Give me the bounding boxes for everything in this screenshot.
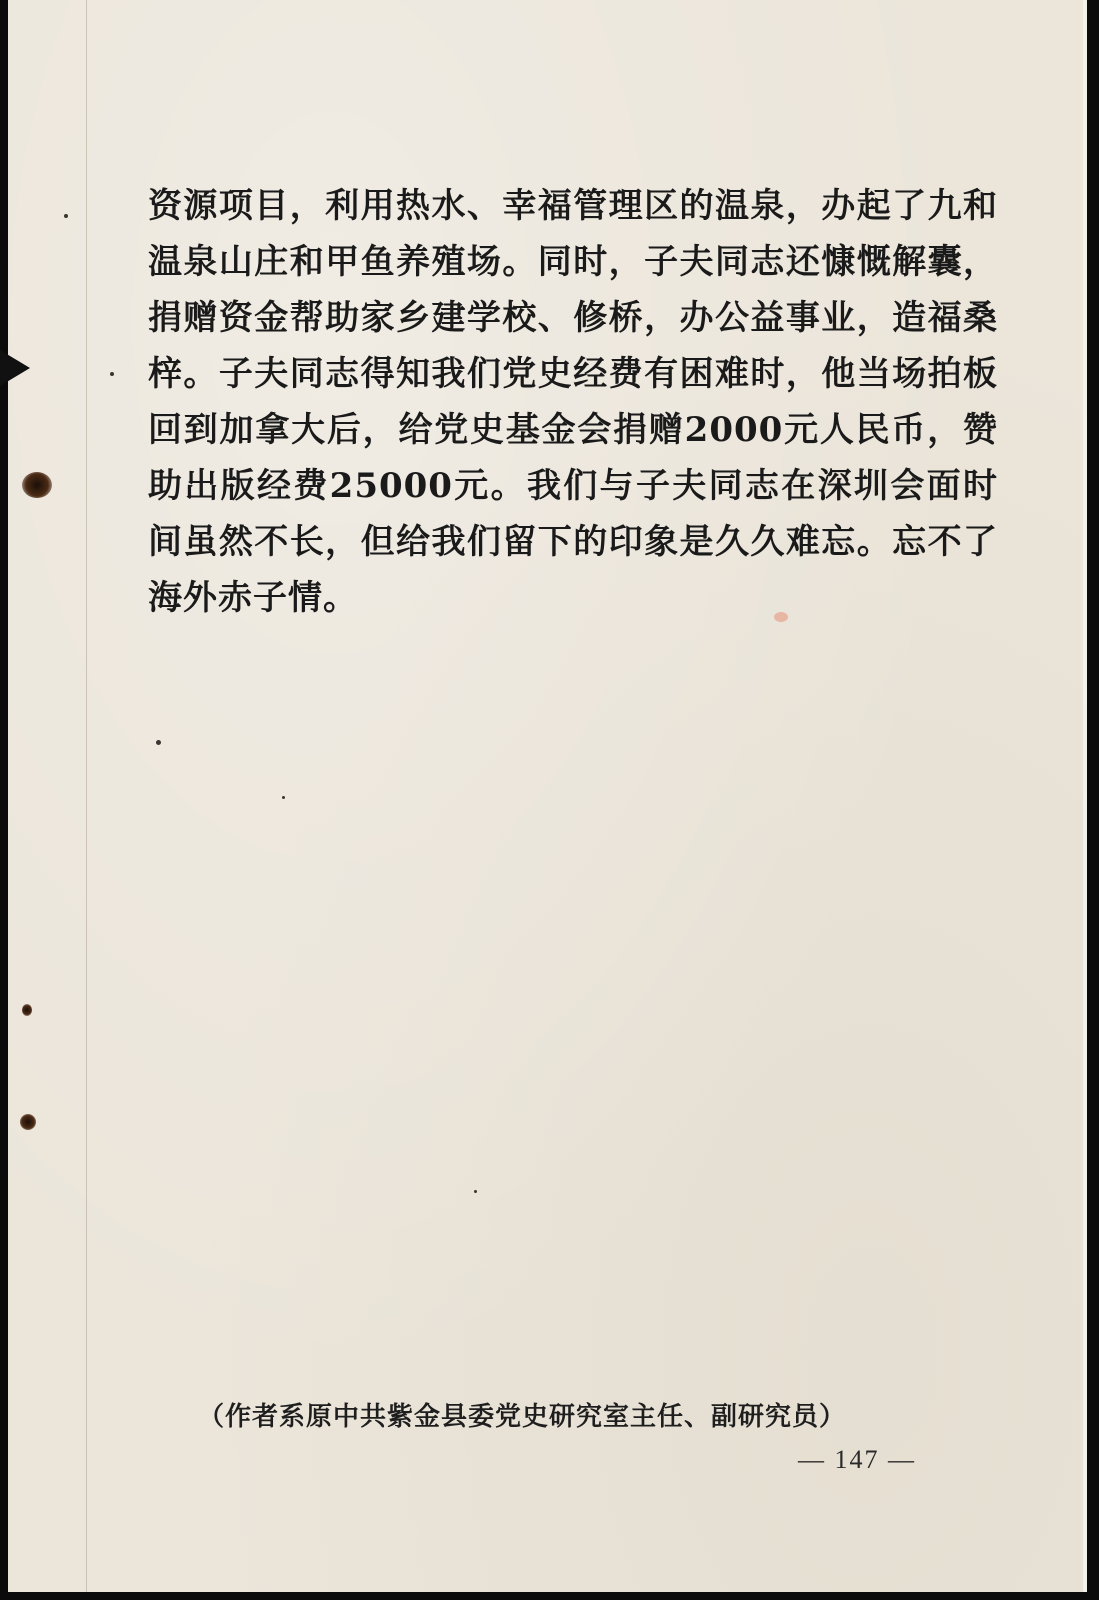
- binding-hole-mark: [22, 472, 52, 498]
- binding-clip-mark: [0, 350, 30, 386]
- dust-speck: [156, 740, 161, 745]
- dust-speck: [64, 214, 68, 218]
- document-page: [8, 0, 1087, 1592]
- body-paragraph: 资源项目，利用热水、幸福管理区的温泉，办起了九和温泉山庄和甲鱼养殖场。同时，子夫同志还慷慨解囊，捐赠资金帮助家乡建学校、修桥，办公益事业，造福桑梓。子夫同志得知我们党史经费有困难时，他当场拍板回到加拿大后，给党史基金会捐赠2000元人民币，赞助出版经费25000元。我们与子夫同志在深圳会面时间虽然不长，但给我们留下的印象是久久难忘。忘不了海外赤子情。: [148, 186, 998, 618]
- dust-speck: [110, 372, 114, 376]
- dust-speck: [282, 796, 285, 799]
- author-note: （作者系原中共紫金县委党史研究室主任、副研究员）: [198, 1402, 847, 1432]
- page-number: — 147 —: [798, 1445, 916, 1474]
- binding-hole-mark: [20, 1114, 36, 1130]
- stain-spot: [774, 612, 788, 622]
- binding-fold-line: [86, 0, 87, 1592]
- dust-speck: [474, 1190, 477, 1193]
- binding-hole-mark: [22, 1004, 32, 1016]
- page-edge: [1083, 0, 1087, 1592]
